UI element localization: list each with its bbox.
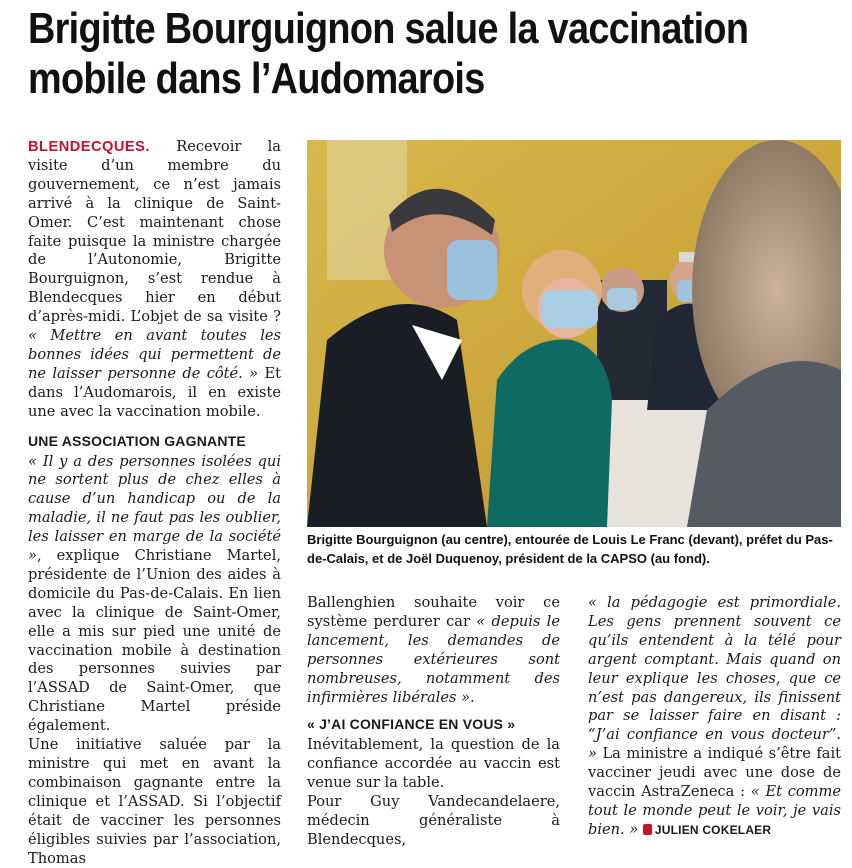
subhead-confiance: « J’AI CONFIANCE EN VOUS » [307,716,516,733]
text-run: . [470,688,475,706]
intro-paragraph [28,138,281,422]
article-column-2 [307,594,560,850]
text-run: Et dans l’Audomarois, il en existe une avec la vaccination mobile. [28,364,281,420]
quote-run: « la pédagogie est primordiale. Les gens prennent souvent ce qu’ils entendent à la télé pour argent comptant. Mais quand on leur explique les choses, que ce n’est pas dangereux, ils finissent par se laisser faire en disant : “J’ai confiance en vous docteur”. » [588,594,841,763]
text-run: La ministre a indiqué s’être fait vacciner jeudi avec une dose de vaccin AstraZeneca : [588,745,841,801]
para2-col1: Une initiative saluée par la ministre qui met en avant la combinaison gagnante entre la clinique et l’ASSAD. Si l’objectif était de vacciner les personnes éligibles suivies par l’association, Thomas [28,736,281,867]
para2-col2 [307,594,560,707]
text-run: Ballenghien souhaite voir ce système perdurer car [307,594,560,630]
dateline: BLENDECQUES. [28,139,150,155]
signature-mark-icon [643,824,652,835]
col3-paragraph [588,594,841,840]
quote-run: « Et comme tout le monde peut le voir, je vais bien. » [588,783,841,838]
photo-caption: Brigitte Bourguignon (au centre), entourée de Louis Le Franc (devant), préfet du Pas-de-Calais, et de Joël Duquenoy, président de la CAPSO (au fond). [307,532,833,566]
col3-text [588,594,841,838]
para3: Inévitablement, la question de la confiance accordée au vaccin est venue sur la table. [307,736,560,792]
text-run: Recevoir la visite d’un membre du gouvernement, ce n’est jamais arrivé à la clinique de Saint-Omer. C’est maintenant chose faite puisque la ministre chargée de l’Autonomie, Brigitte Bourguignon, s’est rendue à Blendecques hier en début d’après-midi. L’objet de sa visite ? [28,138,281,326]
text-run: , explique Christiane Martel, présidente de l’Union des aides à domicile du Pas-de-Calais. En lien avec la clinique de Saint-Omer, elle a mis sur pied une unité de vaccination mobile à destination des personnes suivies par l’ASSAD de Saint-Omer, que Christiane Martel préside également. [28,547,281,735]
quote-run: « Mettre en avant toutes les bonnes idées qui permettent de ne laisser personne de côté. » [28,327,281,382]
article-photo [307,140,841,527]
intro-text [28,138,281,420]
para4-col2: Pour Guy Vandecandelaere, médecin généraliste à Blendecques, [307,793,560,848]
section1-paragraph [28,453,281,737]
quote-run: « Il y a des personnes isolées qui ne sortent plus de chez elles à cause d’un handicap ou de la maladie, il ne faut pas les oublier, les laisser en marge de la société » [28,452,281,565]
article-column-1 [28,138,281,868]
article-column-3 [588,594,841,840]
signature-name: JULIEN COKELAER [654,822,772,837]
subhead-association: UNE ASSOCIATION GAGNANTE [28,432,246,449]
headline: Brigitte Bourguignon salue la vaccination mobile dans l’Audomarois [28,4,749,103]
photo-illustration [307,140,841,527]
quote-run: « depuis le lancement, les demandes de personnes extérieures sont nombreuses, notamment des infirmières libérales » [307,612,560,706]
